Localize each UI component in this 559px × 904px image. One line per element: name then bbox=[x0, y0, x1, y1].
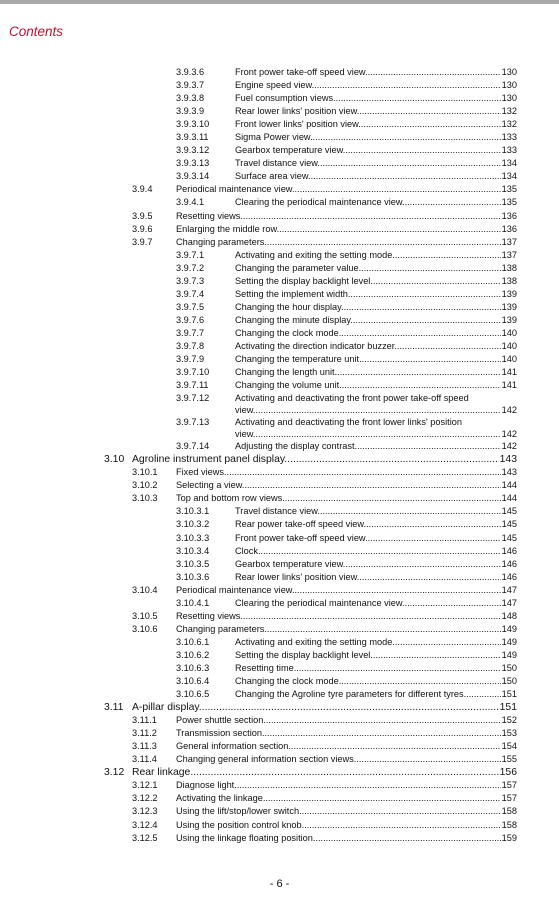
toc-entry[interactable] bbox=[0, 701, 559, 714]
toc-entry-number: 3.11 bbox=[104, 702, 124, 714]
toc-entry-page: 142 bbox=[501, 440, 517, 453]
toc-entry-number: 3.9.7.10 bbox=[176, 367, 210, 378]
toc-entry-number: 3.9.7.8 bbox=[176, 340, 205, 351]
toc-entry-title: Changing general information section views ..... bbox=[176, 753, 517, 766]
toc-entry-page: 133 bbox=[501, 131, 517, 144]
toc-entry[interactable] bbox=[0, 144, 559, 157]
toc-entry[interactable] bbox=[0, 466, 559, 479]
table-of-contents bbox=[0, 66, 559, 845]
toc-entry-number: 3.9.7.13 bbox=[176, 417, 210, 428]
toc-entry-title: Changing the hour display ..... bbox=[235, 301, 517, 314]
toc-entry-title: Fixed views ..... bbox=[176, 466, 517, 479]
toc-entry-title: Changing parameters ..... bbox=[176, 623, 517, 636]
toc-entry[interactable] bbox=[0, 492, 559, 505]
toc-entry-title: Diagnose light ..... bbox=[176, 779, 517, 792]
toc-entry-page: 138 bbox=[501, 262, 517, 275]
toc-entry[interactable] bbox=[0, 440, 559, 453]
toc-entry-page: 134 bbox=[501, 157, 517, 170]
toc-entry-number: 3.12 bbox=[104, 767, 125, 779]
toc-entry-page: 153 bbox=[501, 727, 517, 740]
toc-entry-page: 148 bbox=[501, 610, 517, 623]
toc-entry[interactable] bbox=[0, 366, 559, 379]
toc-entry-page: 155 bbox=[501, 753, 517, 766]
toc-entry-title: Top and bottom row views ..... bbox=[176, 492, 517, 505]
toc-entry-page: 130 bbox=[501, 79, 517, 92]
toc-entry-number: 3.9.7.14 bbox=[176, 441, 210, 452]
toc-entry-number: 3.10.3.5 bbox=[176, 558, 210, 569]
toc-entry[interactable] bbox=[0, 262, 559, 275]
toc-entry[interactable] bbox=[0, 688, 559, 701]
toc-entry[interactable] bbox=[0, 131, 559, 144]
toc-entry-title: Changing parameters ..... bbox=[176, 236, 517, 249]
toc-entry-number: 3.11.1 bbox=[132, 715, 157, 726]
toc-entry-page: 158 bbox=[501, 819, 517, 832]
toc-entry-number: 3.9.7.4 bbox=[176, 288, 205, 299]
toc-entry-page: 142 bbox=[501, 429, 517, 440]
toc-entry-page: 154 bbox=[501, 740, 517, 753]
toc-entry-number: 3.9.3.6 bbox=[176, 67, 205, 77]
toc-entry-number: 3.9.7 bbox=[132, 236, 153, 247]
toc-entry-number: 3.9.6 bbox=[132, 223, 153, 234]
toc-entry-title: Resetting time ..... bbox=[235, 662, 517, 675]
toc-entry-page: 130 bbox=[501, 92, 517, 105]
toc-entry-number: 3.9.7.7 bbox=[176, 327, 205, 338]
toc-entry[interactable] bbox=[0, 327, 559, 340]
toc-entry[interactable] bbox=[0, 301, 559, 314]
toc-entry-page: 139 bbox=[501, 314, 517, 327]
top-rule bbox=[0, 0, 559, 4]
toc-entry-page: 156 bbox=[499, 767, 517, 779]
toc-entry-title: General information section ..... bbox=[176, 740, 517, 753]
toc-entry-number: 3.10.6.5 bbox=[176, 689, 210, 700]
toc-entry[interactable] bbox=[0, 453, 559, 466]
toc-entry-page: 141 bbox=[501, 366, 517, 379]
toc-entry-number: 3.12.3 bbox=[132, 806, 158, 817]
toc-entry-page: 134 bbox=[501, 170, 517, 183]
toc-entry-page: 143 bbox=[501, 466, 517, 479]
toc-entry-title: Clearing the periodical maintenance view ..... bbox=[235, 597, 517, 610]
toc-entry-number: 3.10 bbox=[104, 454, 125, 466]
toc-entry[interactable] bbox=[0, 223, 559, 236]
toc-entry-number: 3.10.3.1 bbox=[176, 506, 210, 517]
toc-entry-title: Adjusting the display contrast ..... bbox=[235, 440, 517, 453]
toc-entry-title: Activating the linkage ..... bbox=[176, 792, 517, 805]
toc-entry-number: 3.10.5 bbox=[132, 610, 158, 621]
toc-entry-page: 149 bbox=[501, 623, 517, 636]
toc-entry-page: 149 bbox=[501, 649, 517, 662]
toc-entry-page: 146 bbox=[501, 558, 517, 571]
toc-entry-number: 3.10.6.2 bbox=[176, 649, 210, 660]
toc-entry-title: Changing the length unit ..... bbox=[235, 366, 517, 379]
toc-entry[interactable] bbox=[0, 157, 559, 170]
toc-entry-title: Front power take-off speed view ..... bbox=[235, 66, 517, 79]
toc-entry-title-line1: Activating and deactivating the front power take-off speed bbox=[235, 393, 469, 404]
toc-entry[interactable] bbox=[0, 66, 559, 79]
toc-entry-page: 159 bbox=[501, 832, 517, 845]
toc-entry-number: 3.11.2 bbox=[132, 728, 157, 739]
toc-entry-title: Changing the minute display ..... bbox=[235, 314, 517, 327]
toc-entry[interactable] bbox=[0, 766, 559, 779]
toc-entry-page: 157 bbox=[501, 792, 517, 805]
toc-entry-page: 141 bbox=[501, 379, 517, 392]
toc-entry[interactable] bbox=[0, 545, 559, 558]
toc-entry-number: 3.9.3.8 bbox=[176, 93, 205, 104]
toc-entry-title: Changing the Agroline tyre parameters for different tyres ..... bbox=[235, 688, 517, 701]
toc-entry-number: 3.10.3.6 bbox=[176, 571, 210, 582]
toc-entry[interactable] bbox=[0, 416, 559, 440]
toc-entry-title: Activating the direction indicator buzzer ..... bbox=[235, 340, 517, 353]
toc-entry[interactable] bbox=[0, 479, 559, 492]
toc-entry-number: 3.10.3.4 bbox=[176, 545, 210, 556]
toc-entry-number: 3.9.7.1 bbox=[176, 249, 205, 260]
toc-entry-title: Changing the clock mode ..... bbox=[235, 675, 517, 688]
toc-entry-title: Front lower links' position view ..... bbox=[235, 118, 517, 131]
toc-entry-number: 3.10.3.3 bbox=[176, 532, 210, 543]
toc-entry[interactable] bbox=[0, 92, 559, 105]
toc-entry-page: 142 bbox=[501, 405, 517, 416]
toc-entry[interactable] bbox=[0, 571, 559, 584]
toc-entry-number: 3.12.1 bbox=[132, 780, 158, 791]
toc-entry[interactable] bbox=[0, 662, 559, 675]
toc-entry-number: 3.9.3.13 bbox=[176, 158, 210, 169]
toc-entry-page: 152 bbox=[501, 714, 517, 727]
toc-entry-title bbox=[235, 416, 517, 440]
toc-entry-title: Clock ..... bbox=[235, 545, 517, 558]
toc-entry-page: 132 bbox=[501, 105, 517, 118]
toc-entry-number: 3.12.5 bbox=[132, 832, 158, 843]
toc-entry[interactable] bbox=[0, 819, 559, 832]
toc-entry-number: 3.10.3.2 bbox=[176, 519, 210, 530]
toc-entry-number: 3.9.3.14 bbox=[176, 171, 210, 182]
toc-entry-title: Front power take-off speed view ..... bbox=[235, 532, 517, 545]
toc-entry[interactable] bbox=[0, 183, 559, 196]
toc-entry-title: Clearing the periodical maintenance view ..... bbox=[235, 196, 517, 209]
toc-entry-number: 3.9.3.12 bbox=[176, 145, 210, 156]
toc-entry[interactable] bbox=[0, 379, 559, 392]
toc-entry-title: Changing the temperature unit ..... bbox=[235, 353, 517, 366]
toc-entry-page: 147 bbox=[501, 597, 517, 610]
toc-entry[interactable] bbox=[0, 518, 559, 531]
toc-entry-number: 3.9.3.11 bbox=[176, 132, 209, 143]
toc-entry-title: Gearbox temperature view ..... bbox=[235, 144, 517, 157]
toc-entry[interactable] bbox=[0, 753, 559, 766]
toc-entry-number: 3.9.7.2 bbox=[176, 262, 205, 273]
toc-entry-number: 3.12.4 bbox=[132, 819, 158, 830]
toc-entry-page: 139 bbox=[501, 301, 517, 314]
toc-entry-page: 135 bbox=[501, 196, 517, 209]
toc-entry-page: 146 bbox=[501, 571, 517, 584]
toc-entry-title-line2: view ..... bbox=[235, 404, 517, 416]
toc-entry-title: Rear power take-off speed view ..... bbox=[235, 518, 517, 531]
toc-entry-page: 151 bbox=[501, 688, 517, 701]
toc-entry-title: Using the linkage floating position ..... bbox=[176, 832, 517, 845]
toc-entry[interactable] bbox=[0, 727, 559, 740]
toc-entry-title-line1: Activating and deactivating the front lower links' position bbox=[235, 417, 462, 428]
toc-entry-number: 3.10.4.1 bbox=[176, 597, 210, 608]
toc-entry-number: 3.9.3.10 bbox=[176, 119, 210, 130]
toc-entry-title: Travel distance view ..... bbox=[235, 505, 517, 518]
toc-entry-title: Gearbox temperature view ..... bbox=[235, 558, 517, 571]
toc-entry-page: 137 bbox=[501, 236, 517, 249]
toc-entry-page: 144 bbox=[501, 479, 517, 492]
toc-entry[interactable] bbox=[0, 505, 559, 518]
toc-entry-number: 3.10.6.4 bbox=[176, 676, 210, 687]
toc-entry-number: 3.9.7.6 bbox=[176, 314, 205, 325]
toc-entry[interactable] bbox=[0, 196, 559, 209]
toc-entry[interactable] bbox=[0, 79, 559, 92]
page-header: Contents bbox=[9, 24, 64, 39]
toc-entry-title: Using the position control knob ..... bbox=[176, 819, 517, 832]
toc-entry-title: Travel distance view ..... bbox=[235, 157, 517, 170]
toc-entry[interactable] bbox=[0, 236, 559, 249]
toc-entry-page: 132 bbox=[501, 118, 517, 131]
toc-entry[interactable] bbox=[0, 610, 559, 623]
toc-entry[interactable] bbox=[0, 832, 559, 845]
toc-entry[interactable] bbox=[0, 314, 559, 327]
toc-entry[interactable] bbox=[0, 558, 559, 571]
toc-entry-page: 137 bbox=[501, 249, 517, 262]
toc-entry[interactable] bbox=[0, 636, 559, 649]
toc-entry-number: 3.10.3 bbox=[132, 493, 158, 504]
toc-entry-title: Rear linkage ..... bbox=[132, 766, 517, 779]
toc-entry-number: 3.9.7.9 bbox=[176, 354, 205, 365]
toc-entry-title: Periodical maintenance view ..... bbox=[176, 584, 517, 597]
toc-entry-title: Transmission section ..... bbox=[176, 727, 517, 740]
toc-entry-page: 147 bbox=[501, 584, 517, 597]
toc-entry-title-line2: view ..... bbox=[235, 428, 517, 440]
toc-entry-title: A-pillar display ..... bbox=[132, 701, 517, 714]
toc-entry-page: 150 bbox=[501, 662, 517, 675]
toc-entry-number: 3.9.4.1 bbox=[176, 197, 205, 208]
toc-entry-number: 3.9.7.3 bbox=[176, 275, 205, 286]
toc-entry[interactable] bbox=[0, 623, 559, 636]
toc-entry-title: Setting the display backlight level ..... bbox=[235, 275, 517, 288]
toc-entry-page: 150 bbox=[501, 675, 517, 688]
toc-entry-number: 3.10.2 bbox=[132, 480, 158, 491]
toc-entry-number: 3.11.4 bbox=[132, 754, 157, 765]
page-number: - 6 - bbox=[269, 878, 290, 890]
toc-entry-title: Changing the volume unit ..... bbox=[235, 379, 517, 392]
toc-entry-title: Activating and exiting the setting mode ..... bbox=[235, 636, 517, 649]
toc-entry[interactable] bbox=[0, 740, 559, 753]
toc-entry[interactable] bbox=[0, 649, 559, 662]
toc-entry[interactable] bbox=[0, 288, 559, 301]
toc-entry-number: 3.9.7.11 bbox=[176, 380, 209, 391]
toc-entry[interactable] bbox=[0, 714, 559, 727]
toc-entry-title: Agroline instrument panel display ..... bbox=[132, 453, 517, 466]
toc-entry-page: 136 bbox=[501, 223, 517, 236]
toc-entry[interactable] bbox=[0, 675, 559, 688]
toc-entry-page: 136 bbox=[501, 210, 517, 223]
toc-entry-number: 3.10.6 bbox=[132, 623, 158, 634]
toc-entry[interactable] bbox=[0, 532, 559, 545]
toc-entry-page: 140 bbox=[501, 340, 517, 353]
toc-entry-number: 3.9.5 bbox=[132, 210, 153, 221]
toc-entry[interactable] bbox=[0, 105, 559, 118]
toc-entry-title: Surface area view ..... bbox=[235, 170, 517, 183]
toc-entry-title: Periodical maintenance view ..... bbox=[176, 183, 517, 196]
toc-entry[interactable] bbox=[0, 779, 559, 792]
toc-entry-number: 3.9.3.7 bbox=[176, 80, 205, 91]
toc-entry[interactable] bbox=[0, 210, 559, 223]
toc-entry-title: Changing the clock mode ..... bbox=[235, 327, 517, 340]
toc-entry-page: 140 bbox=[501, 353, 517, 366]
toc-entry-number: 3.10.1 bbox=[132, 467, 158, 478]
toc-entry-number: 3.9.3.9 bbox=[176, 106, 205, 117]
toc-entry-number: 3.9.7.5 bbox=[176, 301, 205, 312]
toc-entry-page: 145 bbox=[501, 518, 517, 531]
toc-entry-title: Resetting views ..... bbox=[176, 210, 517, 223]
toc-entry-number: 3.10.6.1 bbox=[176, 636, 210, 647]
toc-entry-number: 3.10.4 bbox=[132, 584, 158, 595]
toc-entry-page: 157 bbox=[501, 779, 517, 792]
toc-entry-page: 130 bbox=[501, 66, 517, 79]
toc-entry-title: Resetting views ..... bbox=[176, 610, 517, 623]
toc-entry[interactable] bbox=[0, 118, 559, 131]
toc-entry-page: 135 bbox=[501, 183, 517, 196]
toc-entry[interactable] bbox=[0, 340, 559, 353]
toc-entry-page: 145 bbox=[501, 532, 517, 545]
toc-entry-title: Changing the parameter value ..... bbox=[235, 262, 517, 275]
toc-entry[interactable] bbox=[0, 353, 559, 366]
toc-entry-number: 3.12.2 bbox=[132, 793, 158, 804]
toc-entry-page: 144 bbox=[501, 492, 517, 505]
toc-entry[interactable] bbox=[0, 249, 559, 262]
toc-entry-title: Engine speed view ..... bbox=[235, 79, 517, 92]
toc-entry-title: Sigma Power view ..... bbox=[235, 131, 517, 144]
toc-entry[interactable] bbox=[0, 170, 559, 183]
toc-entry-page: 138 bbox=[501, 275, 517, 288]
toc-entry-title: Setting the implement width ..... bbox=[235, 288, 517, 301]
toc-entry-title: Enlarging the middle row ..... bbox=[176, 223, 517, 236]
toc-entry-title bbox=[235, 392, 517, 416]
toc-entry-number: 3.11.3 bbox=[132, 741, 157, 752]
toc-entry[interactable] bbox=[0, 584, 559, 597]
toc-entry-page: 151 bbox=[499, 702, 517, 714]
toc-entry-number: 3.10.6.3 bbox=[176, 662, 210, 673]
toc-entry-title: Setting the display backlight level ..... bbox=[235, 649, 517, 662]
toc-entry-page: 145 bbox=[501, 505, 517, 518]
toc-entry[interactable] bbox=[0, 275, 559, 288]
toc-entry[interactable] bbox=[0, 392, 559, 416]
toc-entry-title: Power shuttle section ..... bbox=[176, 714, 517, 727]
toc-entry-title: Fuel consumption views ..... bbox=[235, 92, 517, 105]
toc-entry-page: 143 bbox=[499, 454, 517, 466]
toc-entry-page: 146 bbox=[501, 545, 517, 558]
toc-entry[interactable] bbox=[0, 597, 559, 610]
toc-entry-page: 139 bbox=[501, 288, 517, 301]
toc-entry[interactable] bbox=[0, 805, 559, 818]
toc-entry-title: Activating and exiting the setting mode ..... bbox=[235, 249, 517, 262]
toc-entry-title: Rear lower links' position view ..... bbox=[235, 571, 517, 584]
toc-entry-title: Selecting a view ..... bbox=[176, 479, 517, 492]
toc-entry-title: Rear lower links' position view ..... bbox=[235, 105, 517, 118]
toc-entry-page: 133 bbox=[501, 144, 517, 157]
toc-entry-page: 158 bbox=[501, 805, 517, 818]
toc-entry-number: 3.9.4 bbox=[132, 184, 153, 195]
toc-entry-number: 3.9.7.12 bbox=[176, 393, 210, 404]
toc-entry[interactable] bbox=[0, 792, 559, 805]
toc-entry-title: Using the lift/stop/lower switch ..... bbox=[176, 805, 517, 818]
toc-entry-page: 149 bbox=[501, 636, 517, 649]
toc-entry-page: 140 bbox=[501, 327, 517, 340]
